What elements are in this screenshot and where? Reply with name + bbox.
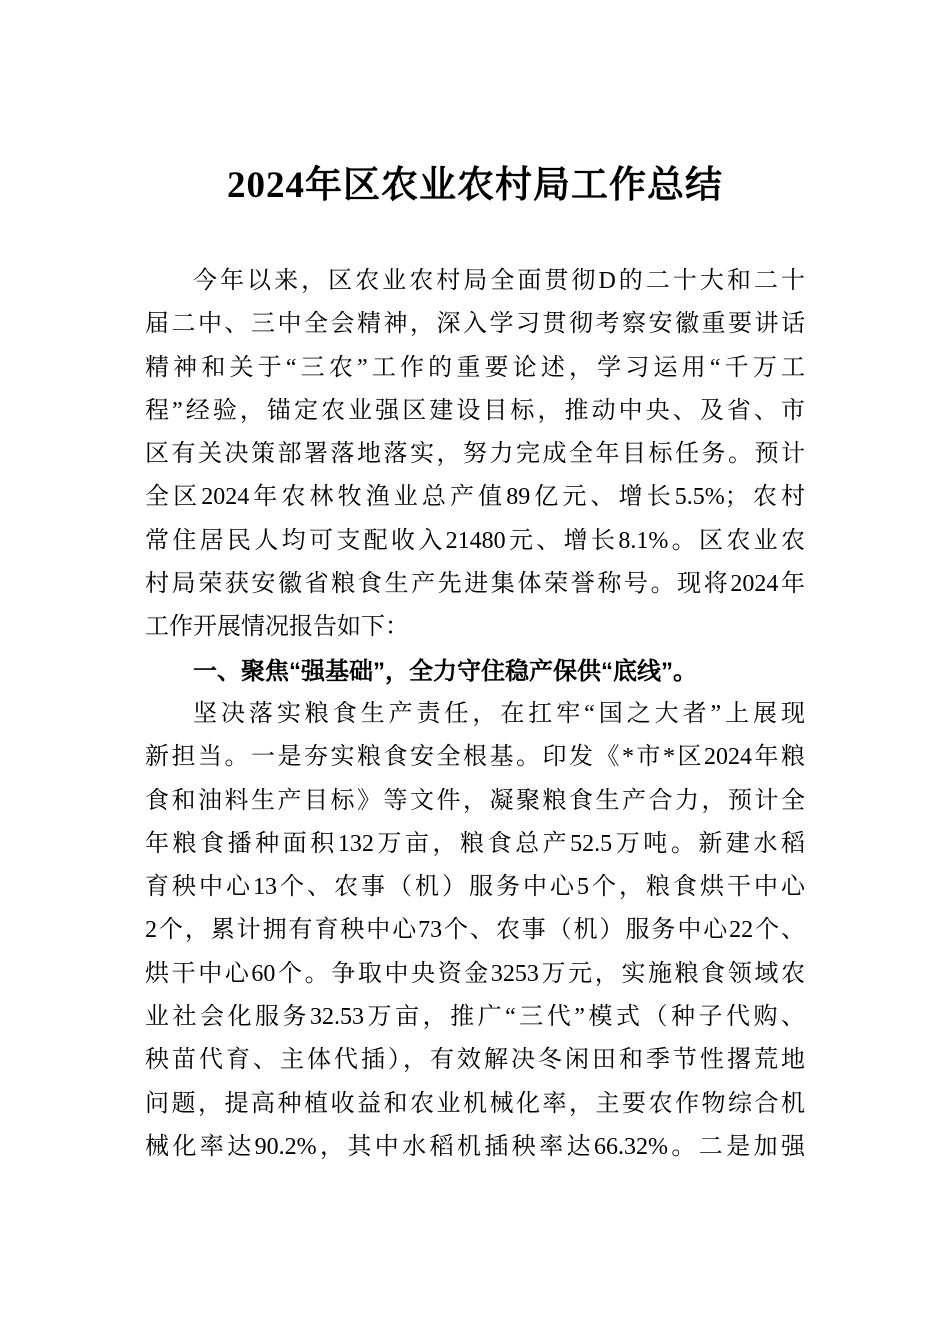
section-heading-text: 一、聚焦“强基础”，全力守住稳产保供“底线”。 bbox=[193, 657, 697, 685]
text-line: 村局荣获安徽省粮食生产先进集体荣誉称号。现将2024年 bbox=[145, 571, 805, 598]
text-line: 工作开展情况报告如下： bbox=[145, 614, 409, 641]
text-line: 新担当。一是夯实粮食安全根基。印发《*市*区2024年粮 bbox=[145, 744, 805, 771]
paragraph-section-1 bbox=[145, 693, 805, 1169]
text-line: 程”经验，锚定农业强区建设目标，推动中央、及省、市 bbox=[145, 397, 805, 424]
text-line: 年粮食播种面积132万亩，粮食总产52.5万吨。新建水稻 bbox=[145, 830, 805, 857]
text-line: 2个，累计拥有育秧中心73个、农事（机）服务中心22个、 bbox=[145, 917, 805, 944]
text-line: 食和油料生产目标》等文件，凝聚粮食生产合力，预计全 bbox=[145, 787, 805, 814]
text-line: 坚决落实粮食生产责任，在扛牢“国之大者”上展现 bbox=[193, 700, 805, 727]
text-line: 业社会化服务32.53万亩，推广“三代”模式（种子代购、 bbox=[145, 1004, 805, 1031]
text-line: 今年以来，区农业农村局全面贯彻D的二十大和二十 bbox=[193, 268, 805, 294]
text-line: 育秧中心13个、农事（机）服务中心5个，粮食烘干中心 bbox=[145, 874, 805, 901]
text-line: 烘干中心60个。争取中央资金3253万元，实施粮食领域农 bbox=[145, 960, 805, 987]
text-line: 问题，提高种植收益和农业机械化率，主要农作物综合机 bbox=[145, 1090, 805, 1117]
document-body bbox=[145, 260, 805, 1169]
text-line: 全区2024年农林牧渔业总产值89亿元、增长5.5%；农村 bbox=[145, 484, 805, 511]
text-line: 械化率达90.2%，其中水稻机插秧率达66.32%。二是加强 bbox=[145, 1133, 805, 1160]
section-heading-1 bbox=[145, 650, 805, 693]
text-line: 精神和关于“三农”工作的重要论述，学习运用“千万工 bbox=[145, 354, 805, 381]
paragraph-intro bbox=[145, 260, 805, 650]
text-line: 秧苗代育、主体代插），有效解决冬闲田和季节性撂荒地 bbox=[145, 1047, 805, 1074]
text-line: 常住居民人均可支配收入21480元、增长8.1%。区农业农 bbox=[145, 527, 805, 554]
text-line: 届二中、三中全会精神，深入学习贯彻考察安徽重要讲话 bbox=[145, 311, 805, 338]
text-line: 区有关决策部署落地落实，努力完成全年目标任务。预计 bbox=[145, 441, 805, 468]
document-title: 2024年区农业农村局工作总结 bbox=[227, 165, 723, 206]
